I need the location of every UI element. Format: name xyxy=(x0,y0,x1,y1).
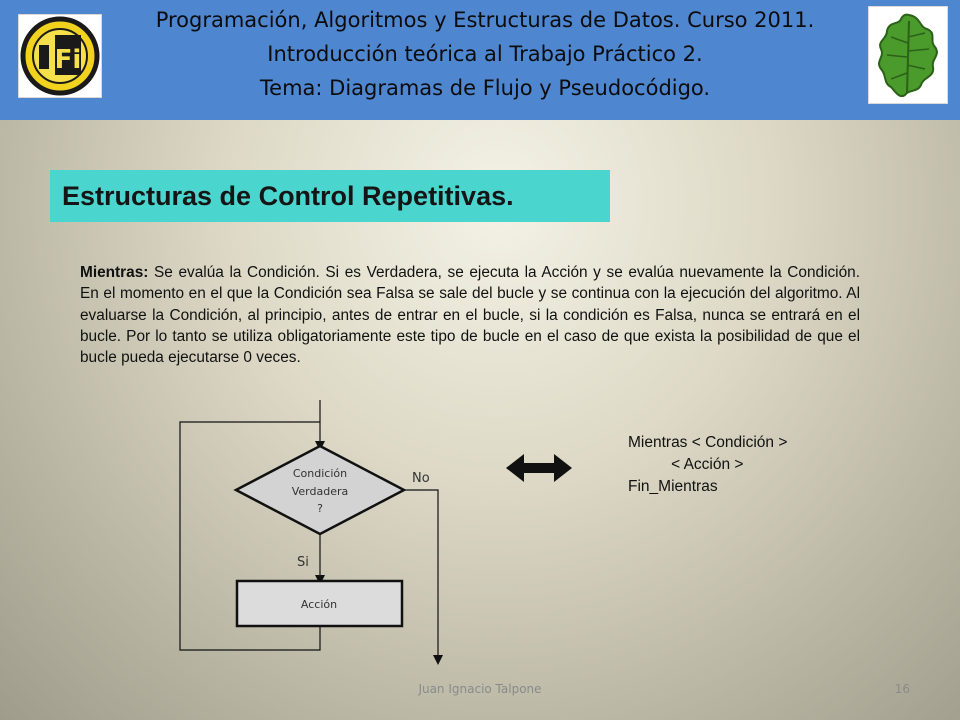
footer-page-number: 16 xyxy=(894,682,910,696)
decision-label-line-2: Verdadera xyxy=(291,485,349,498)
no-branch-arrow xyxy=(404,490,438,660)
header-title-line-3: Tema: Diagramas de Flujo y Pseudocódigo. xyxy=(259,76,711,100)
footer-author: Juan Ignacio Talpone xyxy=(418,682,542,696)
no-label: No xyxy=(412,471,430,486)
section-title: Estructuras de Control Repetitivas. xyxy=(50,170,610,222)
equivalence-double-arrow-icon xyxy=(506,454,572,482)
header-title-line-2: Introducción teórica al Trabajo Práctico 2. xyxy=(267,42,703,66)
pseudocode-line-2: < Acción > xyxy=(628,456,744,473)
pseudocode-line-3: Fin_Mientras xyxy=(628,478,718,495)
decision-label-line-1: Condición xyxy=(292,467,348,480)
pseudocode-block xyxy=(628,432,787,498)
mientras-term: Mientras: xyxy=(80,264,149,281)
decision-label-line-3: ? xyxy=(317,502,323,515)
pseudocode-line-1: Mientras < Condición > xyxy=(628,434,788,451)
description-text: Se evalúa la Condición. Si es Verdadera, se ejecuta la Acción y se evalúa nuevamente la Condición. En el momento en el que la Condición sea Falsa se sale del bucle y se continua con la ejecución del algoritmo. Al evaluarse la Condición, al principio, antes de entrar en el bucle, si la condición es Falsa, nunca se entrará en el bucle. Por lo tanto se utiliza obligatoriamente este tipo de bucle en el caso de que exista la posibilidad de que el bucle pueda ejecutarse 0 veces. xyxy=(80,264,860,367)
action-label: Acción xyxy=(300,598,338,611)
yes-label: Si xyxy=(297,555,309,570)
faculty-logo-text: Fi xyxy=(54,45,82,75)
header-title-line-1: Programación, Algoritmos y Estructuras de Datos. Curso 2011. xyxy=(155,8,815,32)
